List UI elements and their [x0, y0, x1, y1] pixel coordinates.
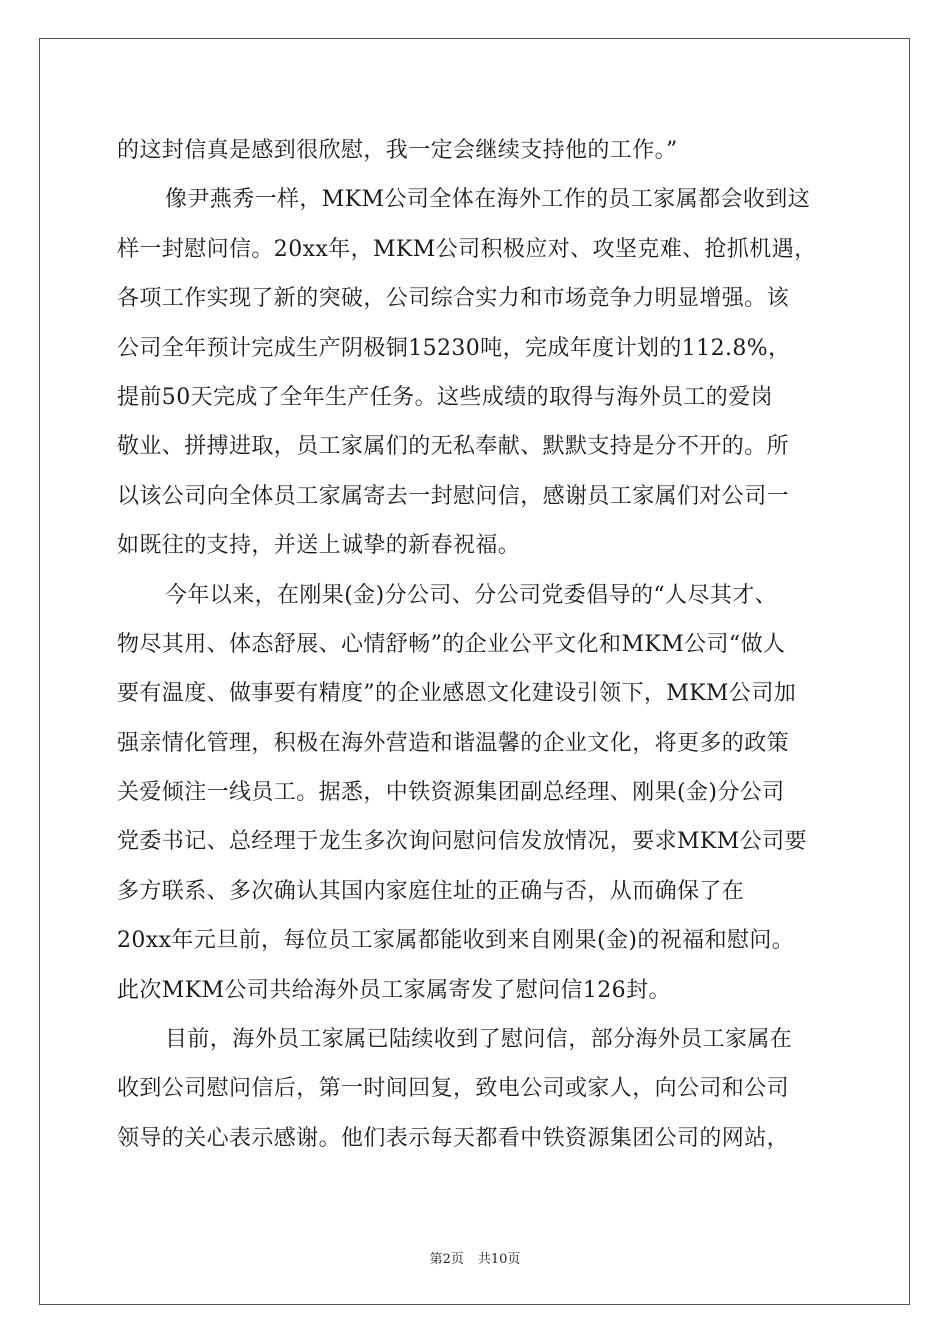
document-body	[117, 126, 839, 1163]
text-line: 目前，海外员工家属已陆续收到了慰问信，部分海外员工家属在	[165, 1027, 793, 1053]
text-line: 以该公司向全体员工家属寄去一封慰问信，感谢员工家属们对公司一	[117, 483, 790, 509]
text-line: 今年以来，在刚果(金)分公司、分公司党委倡导的“人尽其才、	[165, 582, 778, 608]
text-line: 物尽其用、体态舒展、心情舒畅”的企业公平文化和MKM公司“做人	[117, 631, 786, 657]
text-line: 此次MKM公司共给海外员工家属寄发了慰问信126封。	[117, 977, 671, 1003]
text-line: 党委书记、总经理于龙生多次询问慰问信发放情况，要求MKM公司要	[117, 829, 807, 855]
text-line: 20xx年元旦前，每位员工家属都能收到来自刚果(金)的祝福和慰问。	[117, 928, 795, 954]
text-line: 收到公司慰问信后，第一时间回复，致电公司或家人，向公司和公司	[117, 1076, 790, 1102]
text-line: 多方联系、多次确认其国内家庭住址的正确与否，从而确保了在	[117, 878, 745, 904]
text-line: 公司全年预计完成生产阴极铜15230吨，完成年度计划的112.8%，	[117, 335, 791, 361]
text-line: 要有温度、做事要有精度”的企业感恩文化建设引领下，MKM公司加	[117, 681, 797, 707]
text-line: 提前50天完成了全年生产任务。这些成绩的取得与海外员工的爱岗	[117, 384, 773, 410]
page-total: 共10页	[477, 1252, 521, 1267]
text-line: 样一封慰问信。20xx年，MKM公司积极应对、攻坚克难、抢抓机遇，	[117, 236, 817, 262]
page-number: 第2页	[429, 1252, 464, 1267]
text-line: 领导的关心表示感谢。他们表示每天都看中铁资源集团公司的网站，	[117, 1125, 790, 1151]
text-line: 敬业、拼搏进取，员工家属们的无私奉献、默默支持是分不开的。所	[117, 434, 790, 460]
text-line: 如既往的支持，并送上诚挚的新春祝福。	[117, 533, 521, 559]
page-footer	[0, 1248, 950, 1267]
text-line: 像尹燕秀一样，MKM公司全体在海外工作的员工家属都会收到这	[165, 187, 811, 213]
text-line: 强亲情化管理，积极在海外营造和谐温馨的企业文化，将更多的政策	[117, 730, 790, 756]
text-line: 的这封信真是感到很欣慰，我一定会继续支持他的工作。”	[117, 138, 678, 163]
text-line: 关爱倾注一线员工。据悉，中铁资源集团副总经理、刚果(金)分公司	[117, 780, 785, 806]
text-line: 各项工作实现了新的突破，公司综合实力和市场竞争力明显增强。该	[117, 286, 790, 312]
